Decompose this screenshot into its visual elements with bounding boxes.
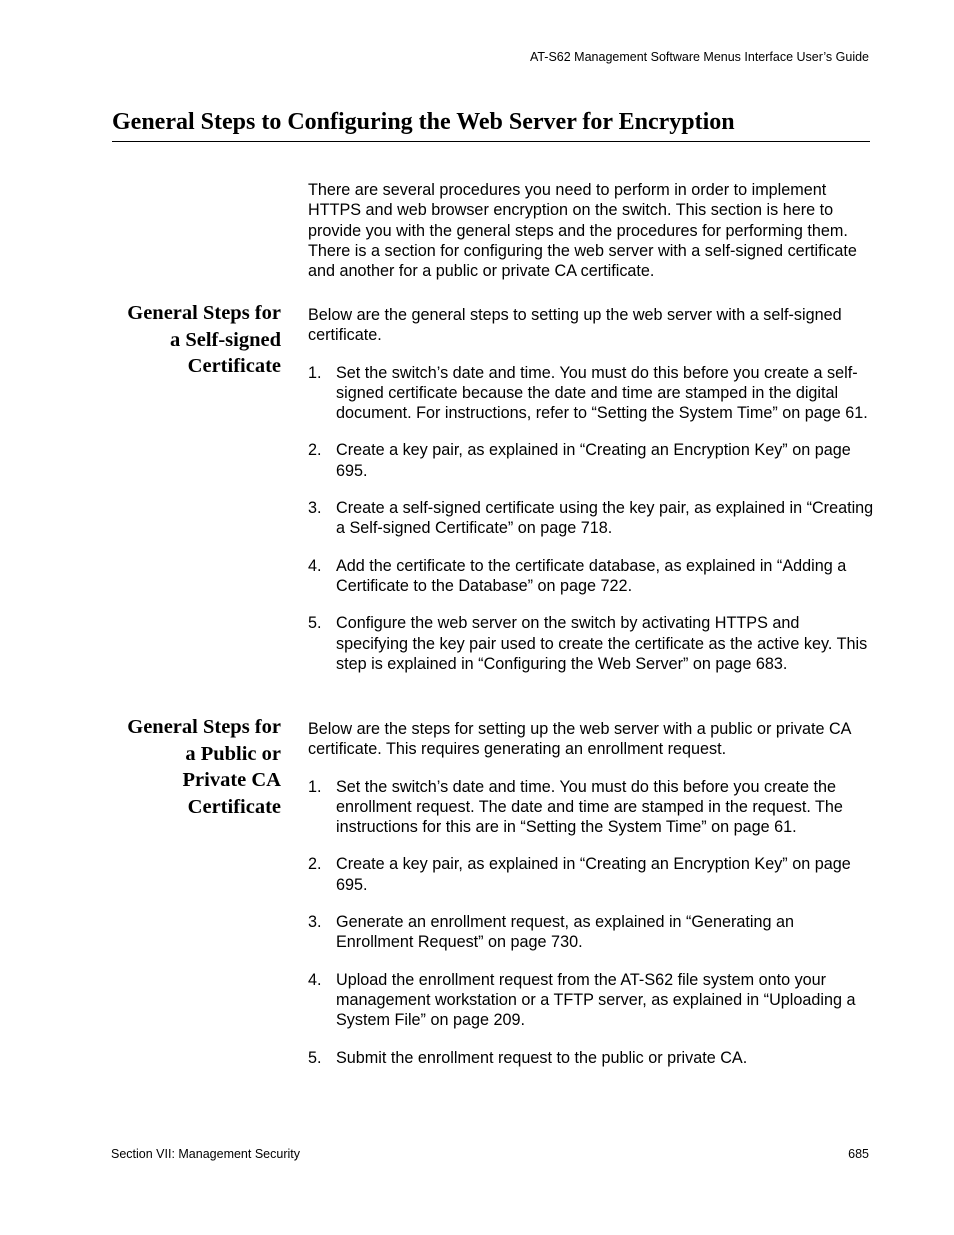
list-item <box>308 556 874 597</box>
step-text: Generate an enrollment request, as explained in “Generating an Enrollment Request” on page 730. <box>336 913 795 952</box>
list-item <box>308 854 874 895</box>
heading-line: Certificate <box>187 355 281 378</box>
ca-steps <box>308 777 874 1068</box>
step-text: Submit the enrollment request to the public or private CA. <box>336 1048 748 1067</box>
step-number: 1. <box>308 363 322 382</box>
heading-line: Private CA <box>182 769 281 792</box>
heading-line: a Public or <box>185 742 281 765</box>
self-signed-section <box>308 305 874 674</box>
step-text: Configure the web server on the switch by activating HTTPS and specifying the key pair used to create the certificate as the active key. This step is explained in “Configuring the Web Server” on page 683. <box>336 614 868 673</box>
step-number: 2. <box>308 855 322 874</box>
list-item <box>308 970 874 1031</box>
self-signed-steps <box>308 363 874 675</box>
heading-line: General Steps for <box>127 302 281 324</box>
list-item <box>308 498 874 539</box>
step-text: Add the certificate to the certificate database, as explained in “Adding a Certificate to the Database” on page 722. <box>336 556 847 595</box>
step-text: Set the switch’s date and time. You must do this before you create a self-signed certificate because the date and time are stamped in the digital document. For instructions, refer to “Setting the System Time” on page 61. <box>336 363 868 423</box>
step-number: 1. <box>308 777 322 796</box>
step-text: Create a key pair, as explained in “Creating an Encryption Key” on page 695. <box>336 855 851 894</box>
running-header: AT-S62 Management Software Menus Interface User’s Guide <box>529 50 869 64</box>
step-number: 4. <box>308 970 322 989</box>
heading-self-signed <box>100 300 281 380</box>
section-lead: Below are the steps for setting up the web server with a public or private CA certificate. This requires generating an enrollment request. <box>308 720 851 759</box>
step-number: 3. <box>308 499 322 518</box>
step-number: 3. <box>308 913 322 932</box>
list-item <box>308 363 874 424</box>
heading-line: a Self-signed <box>169 328 281 351</box>
step-text: Set the switch’s date and time. You must do this before you create the enrollment request. The date and time are stamped in the request. The instructions for this are in “Setting the System Time” on page 61. <box>336 777 843 837</box>
section-lead: Below are the general steps to setting up the web server with a self-signed certificate. <box>308 306 842 345</box>
heading-line: General Steps for <box>127 716 281 738</box>
list-item <box>308 777 874 838</box>
heading-line: Certificate <box>187 795 281 818</box>
step-number: 4. <box>308 556 322 575</box>
step-number: 2. <box>308 441 322 460</box>
step-number: 5. <box>308 614 322 633</box>
step-text: Create a self-signed certificate using the key pair, as explained in “Creating a Self-signed Certificate” on page 718. <box>336 499 874 538</box>
heading-public-private-ca <box>100 714 281 820</box>
page-title: General Steps to Configuring the Web Server for Encryption <box>112 108 870 142</box>
public-private-ca-section <box>308 719 874 1068</box>
footer-page-number: 685 <box>848 1147 869 1161</box>
list-item <box>308 912 874 953</box>
list-item <box>308 1048 874 1068</box>
step-number: 5. <box>308 1048 322 1067</box>
list-item <box>308 613 874 674</box>
step-text: Create a key pair, as explained in “Creating an Encryption Key” on page 695. <box>336 441 851 480</box>
step-text: Upload the enrollment request from the AT-S62 file system onto your management workstation or a TFTP server, as explained in “Uploading a System File” on page 209. <box>336 970 856 1030</box>
footer-section-label: Section VII: Management Security <box>111 1147 300 1161</box>
intro-paragraph <box>308 180 874 281</box>
list-item <box>308 440 874 481</box>
intro-text: There are several procedures you need to perform in order to implement HTTPS and web browser encryption on the switch. This section is here to provide you with the general steps and the procedures for performing them. There is a section for configuring the web server with a self-signed certificate and another for a public or private CA certificate. <box>308 181 857 281</box>
